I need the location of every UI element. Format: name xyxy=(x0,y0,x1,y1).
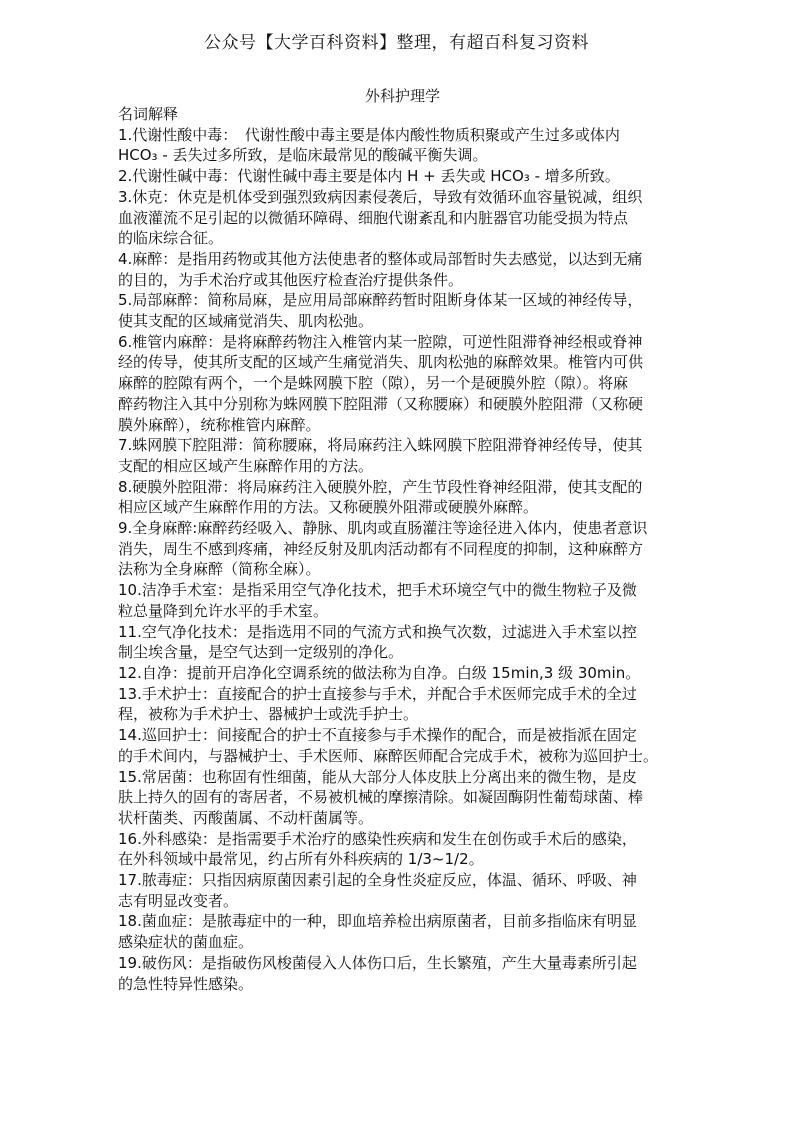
definition-item xyxy=(118,332,688,436)
definition-line: HCO₃ - 丢失过多所致，是临床最常见的酸碱平衡失调。 xyxy=(118,146,488,165)
definition-line: 感染症状的菌血症。 xyxy=(118,933,254,952)
definition-item xyxy=(118,187,688,249)
definition-line: 经的传导，使其所支配的区域产生痛觉消失、肌肉松弛的麻醉效果。椎管内可供 xyxy=(118,353,644,372)
definition-line: 消失，周生不感到疼痛，神经反射及肌肉活动都有不同程度的抑制，这种麻醉方 xyxy=(118,539,644,558)
definition-line: 19.破伤风：是指破伤风梭菌侵入人体伤口后，生长繁殖，产生大量毒素所引起 xyxy=(118,953,637,972)
definition-line: 5.局部麻醉：简称局麻，是应用局部麻醉药暂时阻断身体某一区域的神经传导， xyxy=(118,291,643,310)
definition-line: 的目的，为手术治疗或其他医疗检查治疗提供条件。 xyxy=(118,270,464,289)
definition-line: 9.全身麻醉:麻醉药经吸入、静脉、肌肉或直肠灌注等途径进入体内，使患者意识 xyxy=(118,519,648,538)
definition-line: 16.外科感染：是指需要手术治疗的感染性疾病和发生在创伤或手术后的感染， xyxy=(118,829,637,848)
definition-item xyxy=(118,870,688,911)
definition-line: 10.洁净手术室：是指采用空气净化技术，把手术环境空气中的微生物粒子及微 xyxy=(118,581,637,600)
definition-line: 6.椎管内麻醉：是将麻醉药物注入椎管内某一腔隙，可逆性阻滞脊神经根或脊神 xyxy=(118,332,643,351)
definition-line: 状杆菌类、丙酸菌属、不动杆菌属等。 xyxy=(118,808,374,827)
definition-line: 粒总量降到允许水平的手术室。 xyxy=(118,601,329,620)
page-header: 公众号【大学百科资料】整理，有超百科复习资料 xyxy=(204,33,589,53)
definition-item xyxy=(118,953,688,994)
definition-line: 11.空气净化技术：是指选用不同的气流方式和换气次数，过滤进入手术室以控 xyxy=(118,622,637,641)
definition-line: 13.手术护士：直接配合的护士直接参与手术，并配合手术医师完成手术的全过 xyxy=(118,684,637,703)
definition-line: 1.代谢性酸中毒： 代谢性酸中毒主要是体内酸性物质积聚或产生过多或体内 xyxy=(118,125,620,144)
definition-line: 2.代谢性碱中毒：代谢性碱中毒主要是体内 H + 丢失或 HCO₃ - 增多所致。 xyxy=(118,167,620,186)
definition-item xyxy=(118,911,688,952)
document-body xyxy=(118,104,688,994)
definition-item xyxy=(118,518,688,580)
definition-line: 的急性特异性感染。 xyxy=(118,974,254,993)
definition-line: 12.自净：提前开启净化空调系统的做法称为自净。白级 15min,3 级 30min。 xyxy=(118,663,641,682)
definition-item xyxy=(118,477,688,518)
definition-item xyxy=(118,663,688,684)
definition-line: 膜外麻醉），统称椎管内麻醉。 xyxy=(118,415,321,434)
definition-item xyxy=(118,767,688,829)
definition-line: 7.蛛网膜下腔阻滞：简称腰麻，将局麻药注入蛛网膜下腔阻滞脊神经传导，使其 xyxy=(118,436,643,455)
definition-item xyxy=(118,829,688,870)
definition-line: 在外科领域中最常见，约占所有外科疾病的 1/3~1/2。 xyxy=(118,850,484,869)
definition-item xyxy=(118,725,688,766)
definition-line: 醉药物注入其中分别称为蛛网膜下腔阻滞（又称腰麻）和硬膜外腔阻滞（又称硬 xyxy=(118,394,644,413)
definition-line: 相应区域产生麻醉作用的方法。又称硬膜外阻滞或硬膜外麻醉。 xyxy=(118,498,539,517)
definition-line: 志有明显改变者。 xyxy=(118,891,239,910)
definition-line: 的手术间内，与器械护士、手术医师、麻醉医师配合完成手术，被称为巡回护士。 xyxy=(118,746,659,765)
definition-list xyxy=(118,125,688,995)
definition-item xyxy=(118,249,688,290)
definition-line: 的临床综合征。 xyxy=(118,229,224,248)
definition-line: 法称为全身麻醉（简称全麻）。 xyxy=(118,560,321,579)
definition-line: 程，被称为手术护士、器械护士或洗手护士。 xyxy=(118,705,419,724)
definition-line: 血液灌流不足引起的以微循环障碍、细胞代谢紊乱和内脏器官功能受损为特点 xyxy=(118,208,629,227)
definition-item xyxy=(118,580,688,621)
definition-item xyxy=(118,684,688,725)
definition-line: 麻醉的腔隙有两个，一个是蛛网膜下腔（隙），另一个是硬膜外腔（隙）。将麻 xyxy=(118,374,629,393)
definition-line: 制尘埃含量，是空气达到一定级别的净化。 xyxy=(118,643,404,662)
definition-item xyxy=(118,435,688,476)
definition-line: 8.硬膜外腔阻滞：将局麻药注入硬膜外腔，产生节段性脊神经阻滞，使其支配的 xyxy=(118,477,643,496)
definition-item xyxy=(118,166,688,187)
definition-line: 支配的相应区域产生麻醉作用的方法。 xyxy=(118,456,374,475)
definition-line: 15.常居菌：也称固有性细菌，能从大部分人体皮肤上分离出来的微生物，是皮 xyxy=(118,767,637,786)
definition-item xyxy=(118,290,688,331)
definition-line: 18.菌血症：是脓毒症中的一种，即血培养检出病原菌者，目前多指临床有明显 xyxy=(118,912,637,931)
definition-item xyxy=(118,622,688,663)
definition-line: 4.麻醉：是指用药物或其他方法使患者的整体或局部暂时失去感觉，以达到无痛 xyxy=(118,249,643,268)
section-heading: 名词解释 xyxy=(118,105,179,123)
definition-line: 使其支配的区域痛觉消失、肌肉松弛。 xyxy=(118,312,374,331)
definition-line: 14.巡回护士：间接配合的护士不直接参与手术操作的配合，而是被指派在固定 xyxy=(118,726,637,745)
definition-item xyxy=(118,125,688,166)
definition-line: 3.休克：休克是机体受到强烈致病因素侵袭后，导致有效循环血容量锐减，组织 xyxy=(118,187,643,206)
definition-line: 17.脓毒症：只指因病原菌因素引起的全身性炎症反应，体温、循环、呼吸、神 xyxy=(118,871,637,890)
definition-line: 肤上持久的固有的寄居者，不易被机械的摩擦清除。如凝固酶阴性葡萄球菌、棒 xyxy=(118,788,644,807)
document-title: 外科护理学 xyxy=(364,87,440,105)
